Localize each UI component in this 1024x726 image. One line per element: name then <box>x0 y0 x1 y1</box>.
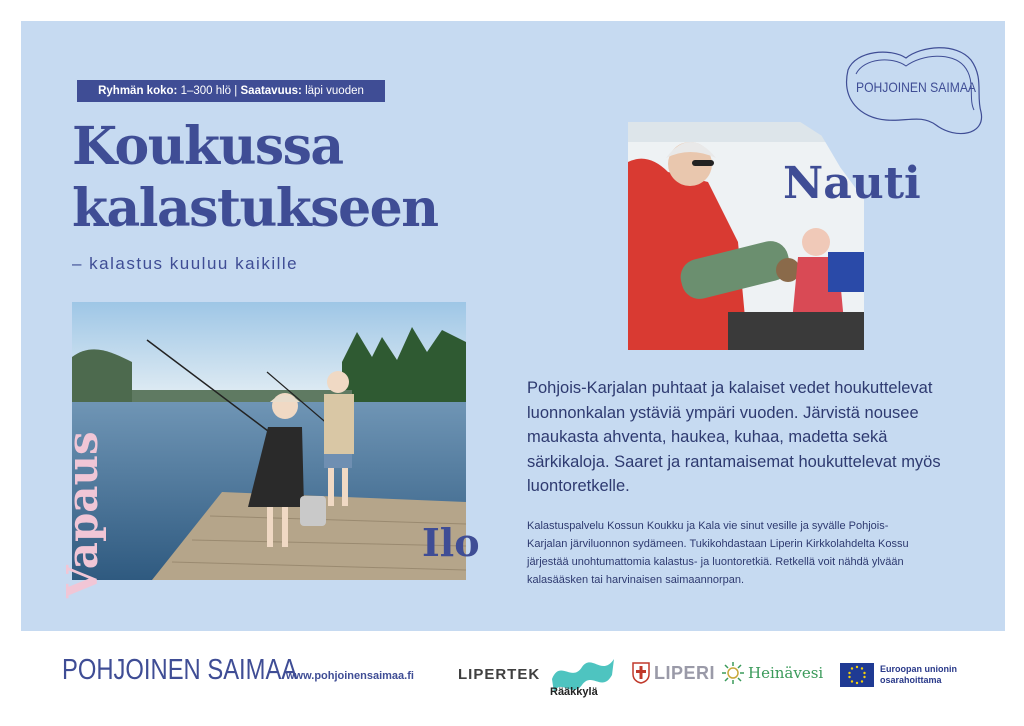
group-size-label: Ryhmän koko: <box>98 85 178 97</box>
raakkyla-logo <box>546 653 618 701</box>
page-subtitle: – kalastus kuuluu kaikille <box>72 254 299 273</box>
title-line-1: Koukussa <box>72 116 343 177</box>
footer-brand-logo: POHJOINEN SAIMAA <box>62 654 298 686</box>
page-title <box>72 116 438 240</box>
body-text-large: Pohjois-Karjalan puhtaat ja kalaiset vedet houkuttelevat luonnonkalan ystäviä ympäri vuoden. Järvistä nousee maukasta ahventa, haukea, kuhaa, madetta sekä särkikaloja. Saaret ja rantamaisemat houkuttelevat myös luontoretkelle. <box>527 379 941 495</box>
liperi-logo <box>632 662 715 684</box>
website-link[interactable]: www.pohjoinensaimaa.fi <box>286 670 414 682</box>
tag-separator: | <box>234 85 238 97</box>
word-ilo: Ilo <box>422 520 480 565</box>
raakkyla-text: Rääkkylä <box>550 686 598 698</box>
heinavesi-text: Heinävesi <box>748 664 824 682</box>
body-text-small: Kalastuspalvelu Kossun Koukku ja Kala vie sinut vesille ja syvälle Pohjois-Karjalan järviluonnon sydämeen. Tukikohdastaan Liperin Kirkkolahdelta Kossu järjestää unohtumattomia kalastus- ja luontoretkiä. Retkellä voit nähdä ylvään kalasääsken tai harvinaisen saimaannorpan. <box>527 520 909 586</box>
fishing-photo <box>72 302 466 580</box>
eu-text-line-2: osarahoittama <box>880 675 942 685</box>
corner-logo-text: POHJOINEN SAIMAA <box>856 79 977 95</box>
liperi-text: LIPERI <box>654 662 716 683</box>
eu-text-line-1: Euroopan unionin <box>880 664 957 674</box>
title-line-2: kalastukseen <box>72 178 438 239</box>
group-availability-tag <box>77 80 385 102</box>
eu-flag-icon <box>840 663 874 687</box>
heinavesi-sun-icon <box>722 662 744 684</box>
group-size-value: 1–300 hlö <box>180 85 232 97</box>
liperi-crest-icon <box>632 662 650 684</box>
heinavesi-logo <box>722 662 823 684</box>
eu-funding-logo <box>840 663 957 687</box>
pohjoinen-saimaa-corner-logo <box>836 40 986 140</box>
availability-label: Saatavuus: <box>240 85 302 97</box>
availability-value: läpi vuoden <box>305 85 364 97</box>
word-nauti: Nauti <box>783 158 921 209</box>
coffee-photo <box>628 122 864 350</box>
lipertek-logo: LIPERTEK <box>458 666 541 683</box>
word-vapaus: Vapaus <box>58 431 107 598</box>
